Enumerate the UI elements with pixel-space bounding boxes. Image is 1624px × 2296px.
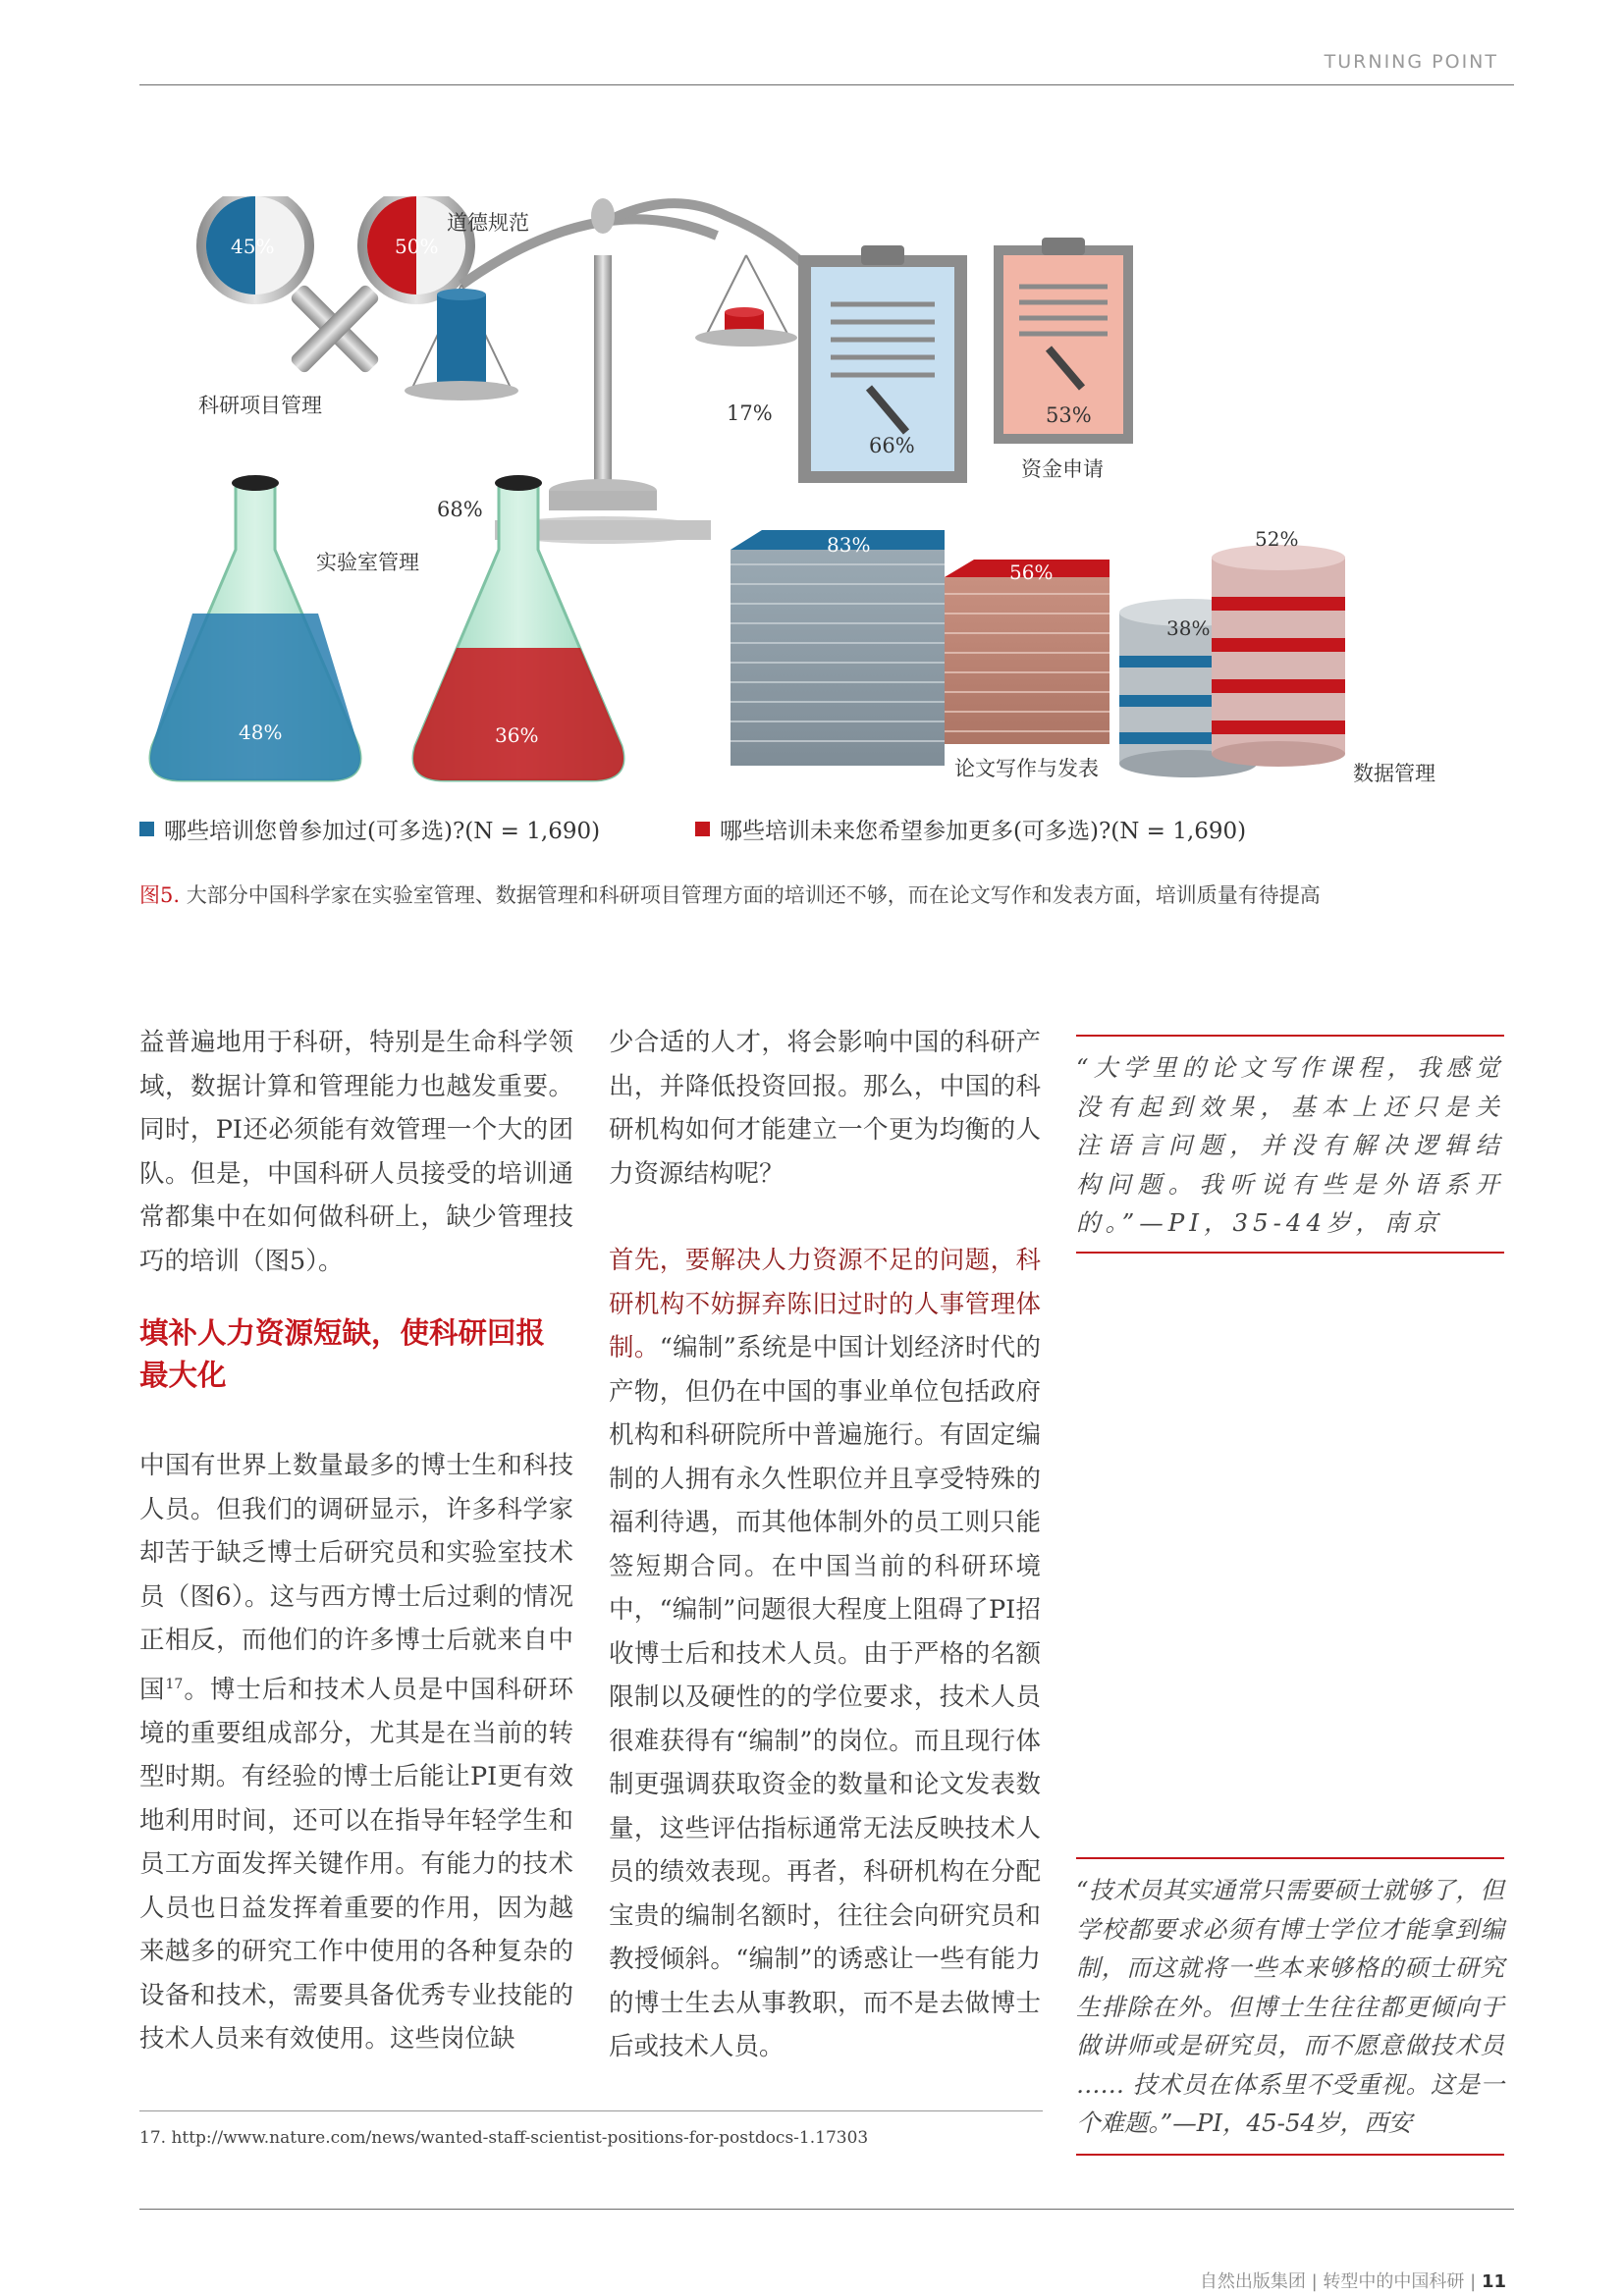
database-icons bbox=[1119, 545, 1345, 777]
project-mgmt-label: 科研项目管理 bbox=[198, 394, 322, 417]
training-infographic bbox=[137, 196, 1512, 903]
legend-attended bbox=[139, 813, 600, 845]
writing-desired: 56% bbox=[1009, 561, 1054, 584]
ethics-attended: 68% bbox=[437, 498, 483, 521]
funding-label: 资金申请 bbox=[1021, 457, 1104, 481]
footer-publisher: 自然出版集团 | 转型中的中国科研 | bbox=[1199, 2271, 1482, 2292]
figure-caption bbox=[139, 880, 1321, 909]
quote2-bottom-rule bbox=[1076, 2154, 1504, 2156]
col1-paragraph-1: 益普遍地用于科研，特别是生命科学领域，数据计算和管理能力也越发重要。同时，PI还必须能有效管理一个大的团队。但是，中国科研人员接受的培训通常都集中在如何做科研上，缺少管理技巧的培训（图5）。 bbox=[139, 1028, 573, 1276]
page-footer bbox=[1200, 2268, 1506, 2293]
magnifier-icons bbox=[196, 196, 475, 375]
col2-paragraph-2 bbox=[609, 1239, 1041, 2069]
data-mgmt-label: 数据管理 bbox=[1353, 762, 1435, 785]
page-number: 11 bbox=[1481, 2271, 1506, 2292]
col2-lead-sentence: 首先，要解决人力资源不足的问题，科研机构不妨摒弃陈旧过时的人事管理体制。 bbox=[609, 1246, 1041, 1362]
data-mgmt-desired: 52% bbox=[1255, 527, 1299, 551]
col2-p2-rest: “编制”系统是中国计划经济时代的产物，但仍在中国的事业单位包括政府机构和科研院所中普遍施行。有固定编制的人拥有永久性职位并且享受特殊的福利待遇，而其他体制外的员工则只能签短期合同。在中国当前的科研环境中，“编制”问题很大程度上阻碍了PI招收博士后和技术人员。由于严格的名额限制以及硬性的的学位要求，技术人员很难获得有“编制”的岗位。而且现行体制更强调获取资金的数量和论文发表数量，这些评估指标通常无法反映技术人员的绩效表现。再者，科研机构在分配宝贵的编制名额时，往往会向研究员和教授倾斜。“编制”的诱惑让一些有能力的博士生去从事教职，而不是去做博士后或技术人员。 bbox=[609, 1333, 1041, 2061]
clipboard-icons bbox=[798, 238, 1133, 483]
project-mgmt-desired: 50% bbox=[395, 235, 439, 258]
quote2-top-rule bbox=[1076, 1857, 1504, 1859]
col2-paragraph-1: 少合适的人才，将会影响中国的科研产出，并降低投资回报。那么，中国的科研机构如何才能建立一个更为均衡的人力资源结构呢？ bbox=[609, 1028, 1041, 1189]
data-mgmt-attended: 38% bbox=[1166, 616, 1211, 640]
section-heading: 填补人力资源短缺，使科研回报最大化 bbox=[139, 1316, 546, 1392]
funding-desired: 53% bbox=[1046, 403, 1092, 427]
caption-label: 图5. bbox=[139, 883, 181, 907]
text-column-1 bbox=[139, 1021, 573, 2061]
footnote-ref: 17 bbox=[165, 1676, 184, 1692]
footnote-rule bbox=[139, 2110, 1043, 2111]
lab-mgmt-attended: 48% bbox=[239, 721, 283, 744]
quote1-top-rule bbox=[1076, 1035, 1504, 1037]
running-title: TURNING POINT bbox=[1324, 51, 1498, 73]
ethics-desired: 17% bbox=[727, 401, 773, 425]
funding-attended: 66% bbox=[869, 434, 915, 457]
col1-p2-part-b: 。博士后和技术人员是中国科研环境的重要组成部分，尤其是在当前的转型时期。有经验的博士后能让PI更有效地利用时间，还可以在指导年轻学生和员工方面发挥关键作用。有能力的技术人员也日益发挥着重要的作用，因为越来越多的研究工作中使用的各种复杂的设备和技术，需要具备优秀专业技能的技术人员来有效使用。这些岗位缺 bbox=[139, 1675, 573, 2054]
pull-quote-1: “大学里的论文写作课程，我感觉没有起到效果，基本上还只是关注语言问题，并没有解决逻辑结构问题。我听说有些是外语系开的。”—PI，35-44岁，南京 bbox=[1076, 1053, 1504, 1237]
header-rule bbox=[139, 84, 1514, 85]
legend-desired bbox=[695, 813, 1246, 845]
lab-mgmt-label: 实验室管理 bbox=[316, 551, 419, 574]
footnote: 17. http://www.nature.com/news/wanted-staff-scientist-positions-for-postdocs-1.17303 bbox=[139, 2128, 869, 2148]
ethics-label: 道德规范 bbox=[447, 211, 529, 235]
pull-quote-2: “技术员其实通常只需要硕士就够了，但学校都要求必须有博士学位才能拿到编制，而这就将一些本来够格的硕士研究生排除在外。但博士生往往都更倾向于做讲师或是研究员，而不愿意做技术员 …… 技术员在体系里不受重视。这是一个难题。”—PI，45-54岁，西安 bbox=[1076, 1876, 1504, 2137]
caption-text: 大部分中国科学家在实验室管理、数据管理和科研项目管理方面的培训还不够，而在论文写作和发表方面，培训质量有待提高 bbox=[180, 883, 1321, 907]
project-mgmt-attended: 45% bbox=[231, 235, 275, 258]
legend-swatch-blue bbox=[139, 822, 154, 836]
legend-desired-text: 哪些培训未来您希望参加更多(可多选)?(N = 1,690) bbox=[720, 819, 1247, 844]
col1-paragraph-2 bbox=[139, 1444, 573, 2061]
lab-mgmt-desired: 36% bbox=[495, 723, 539, 747]
legend-swatch-red bbox=[695, 822, 710, 836]
quote1-bottom-rule bbox=[1076, 1252, 1504, 1254]
writing-label: 论文写作与发表 bbox=[954, 757, 1099, 780]
text-column-2 bbox=[609, 1021, 1041, 2069]
col1-p2-part-a: 中国有世界上数量最多的博士生和科技人员。但我们的调研显示，许多科学家却苦于缺乏博士后研究员和实验室技术员（图6）。这与西方博士后过剩的情况正相反，而他们的许多博士后就来自中国 bbox=[139, 1451, 573, 1704]
legend-attended-text: 哪些培训您曾参加过(可多选)?(N = 1,690) bbox=[164, 819, 601, 844]
footer-rule bbox=[139, 2209, 1514, 2210]
writing-attended: 83% bbox=[827, 533, 871, 557]
